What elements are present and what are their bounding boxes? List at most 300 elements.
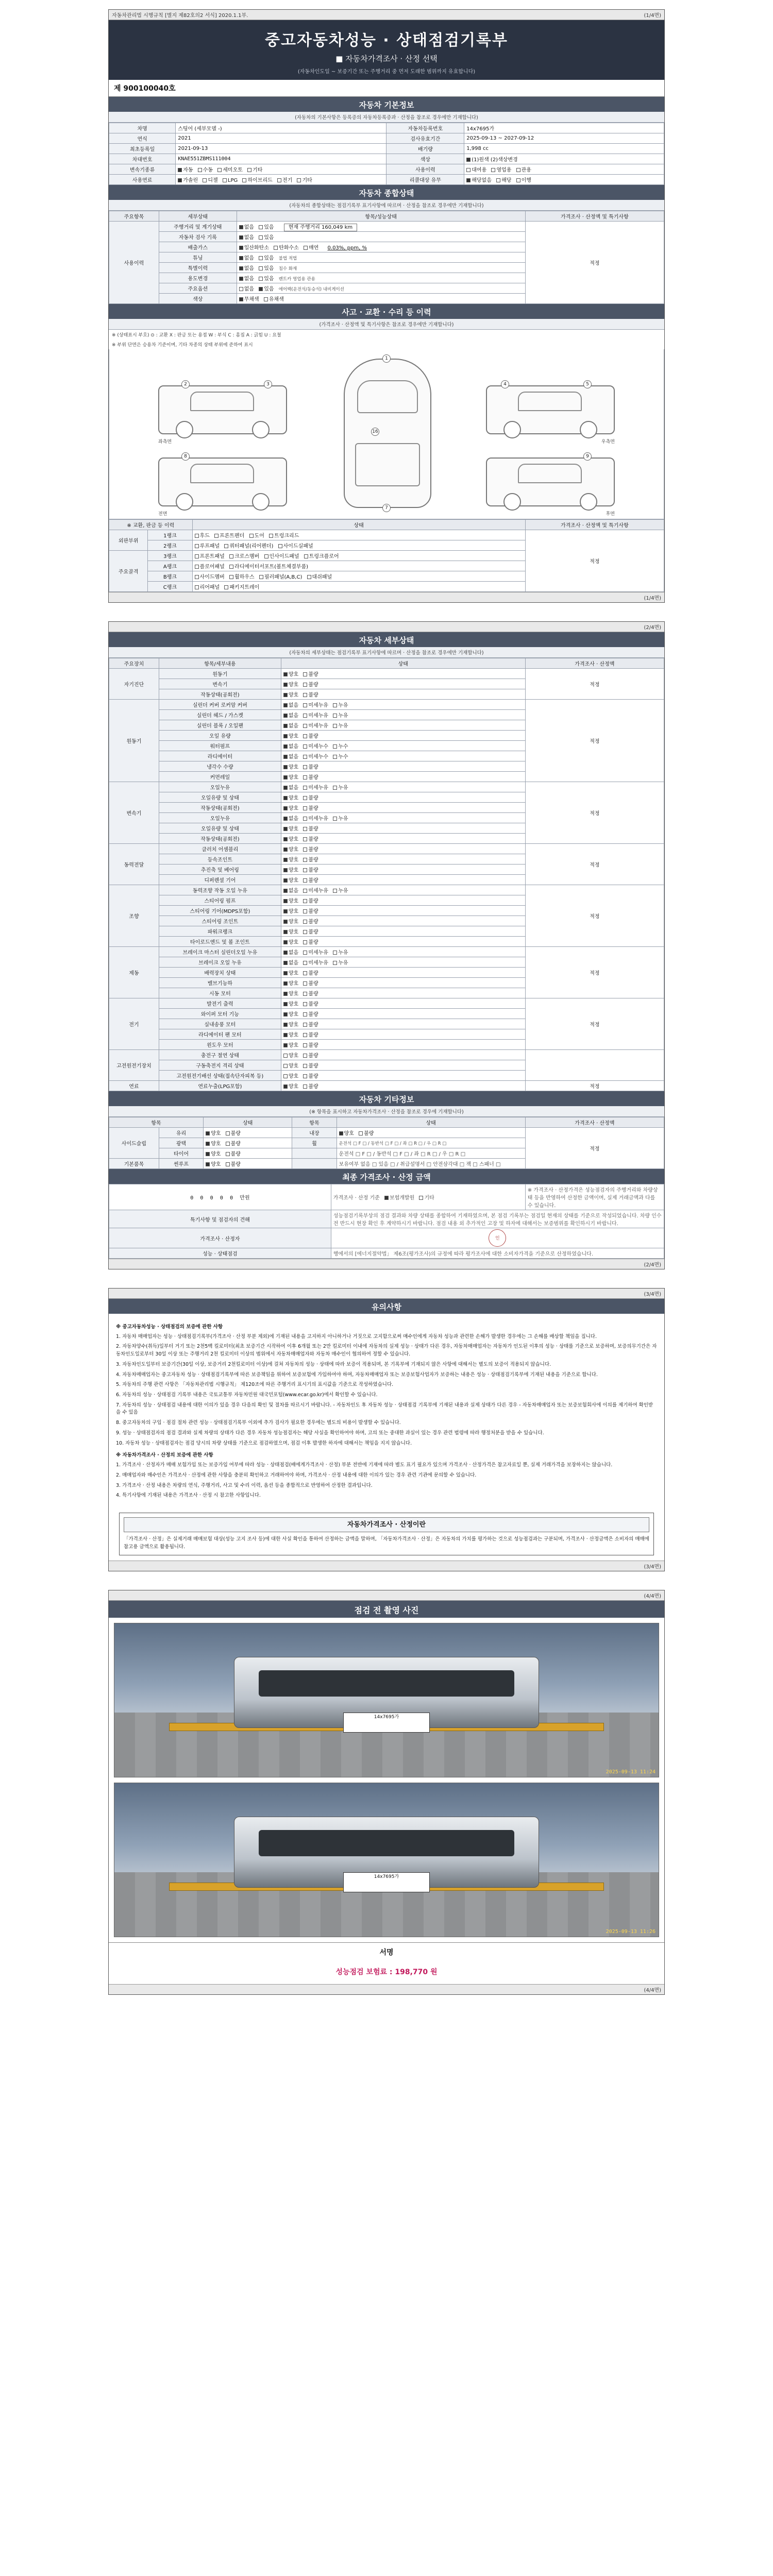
other-basic-items-label: [292, 1159, 337, 1169]
detail-5-3-bad[interactable]: 불량: [303, 979, 318, 987]
detail-2-0-o1[interactable]: 미세누유: [303, 783, 328, 791]
photos-title: 점검 전 촬영 사진: [109, 1601, 664, 1618]
diagram-point-8: 8: [181, 452, 190, 461]
detail-2-0-o2[interactable]: 누유: [333, 783, 348, 791]
detail-state-6-1: [281, 1009, 525, 1019]
table-row: [109, 844, 664, 854]
table-row: [109, 530, 664, 540]
diagram-point-9: 9: [583, 452, 592, 461]
price-unit: 만원: [240, 1195, 250, 1201]
document-number: 제 900100040호: [109, 80, 664, 97]
table-row: [109, 133, 664, 144]
detail-0-0-bad[interactable]: 불량: [303, 670, 318, 677]
other-state-polish: [204, 1138, 292, 1148]
detail-group-8: 연료: [109, 1081, 159, 1091]
other-col-0: 항목: [109, 1117, 204, 1128]
detail-5-1-o0[interactable]: 없음: [283, 958, 298, 966]
notice-item-0-0: 1. 자동차 매매업자는 성능 · 상태점검기록부(가격조사 · 산정 부분 제외)에 기재된 내용을 고지하지 아니하거나 거짓으로 고지함으로써 매수인에게 자동차 성능과 관련한 손해가 발생한 경우에는 그 손해를 배상할 책임을 집니다.: [116, 1333, 597, 1340]
overall-3-opt-1[interactable]: 있음: [259, 253, 274, 261]
part-2-3[interactable]: 트렁크플로어: [304, 552, 339, 560]
detail-group-0: 자기진단: [109, 669, 159, 700]
diagram-point-4: 4: [501, 380, 509, 388]
detail-1-4-o1[interactable]: 미세누수: [303, 742, 328, 750]
detail-2-1-bad[interactable]: 불량: [303, 793, 318, 801]
other-memo-value: 적정: [525, 1128, 664, 1169]
photo-2-timestamp: 2025-09-13 11:26: [606, 1928, 656, 1935]
detail-1-5-o0[interactable]: 없음: [283, 752, 298, 760]
definition-box-text: 「가격조사 · 산정」은 실제거래 매매보험 대상(성능 고지 조사 등)에 대한 사실 확인을 통하여 산정하는 금액을 말하며, 「자동차가격조사 · 산정」은 자동차의 가치를 평가하는 것으로 성능점검과는 구분되며, 가격조사 · 산정금액은 소비자의 매매에 참고용 금액으로 활용됩니다.: [124, 1536, 649, 1550]
detail-0-1-ok[interactable]: 양호: [283, 680, 298, 688]
notice-item-0-4: 5. 자동차의 주행 관련 사항은 「자동차관리법 시행규칙」 제120조에 따른 주행거리 표시기의 표시값을 기준으로 작성하였습니다.: [116, 1382, 394, 1388]
inspection-photo-1: [114, 1623, 659, 1777]
overall-col-2: 항목/성능상태: [237, 211, 525, 222]
overall-2-opt-0[interactable]: 일산화탄소: [239, 243, 269, 251]
detail-state-7-1: [281, 1060, 525, 1071]
detail-item-4-1: 스티어링 펌프: [159, 895, 281, 906]
page-title: 중고자동차성능 · 상태점검기록부: [264, 31, 508, 49]
detail-state-2-4: [281, 823, 525, 834]
recall-opt-0[interactable]: 해당없음: [466, 176, 492, 183]
overall-item-0: 주행거리 및 계기상태: [159, 222, 237, 232]
overall-6-opt-1[interactable]: 있음: [259, 284, 274, 292]
other-item-polish: 광택: [159, 1138, 203, 1148]
other-group-sideslip: 사이드슬립: [109, 1128, 159, 1159]
section-other-title: 자동차 기타정보: [109, 1091, 664, 1106]
usage-opt-1[interactable]: 영업용: [491, 165, 511, 173]
detail-6-1-bad[interactable]: 불량: [303, 1010, 318, 1018]
detail-4-2-ok[interactable]: 양호: [283, 907, 298, 914]
overall-item-2: 배출가스: [159, 242, 237, 252]
part-4-2[interactable]: 필러패널(A,B,C): [259, 572, 302, 580]
price-digit-3: 0: [220, 1195, 228, 1201]
detail-item-1-1: 실린더 헤드 / 가스켓: [159, 710, 281, 720]
vehicle-damage-diagram: [109, 349, 664, 519]
other-state-interior: [337, 1128, 525, 1138]
detail-5-0-o0[interactable]: 없음: [283, 948, 298, 956]
detail-5-2-ok[interactable]: 양호: [283, 969, 298, 976]
page-4-wrap: [0, 1581, 773, 2004]
other-interior-bad[interactable]: 불량: [359, 1129, 374, 1137]
diagram-label-rear: 후면: [606, 512, 615, 517]
detail-state-7-0: [281, 1050, 525, 1060]
fuel-opt-4[interactable]: 전기: [277, 176, 292, 183]
detail-state-8-0: [281, 1081, 525, 1091]
price-memo-row-1-label: 가격조사 · 산정자: [109, 1228, 331, 1248]
car-front-view-icon: [158, 457, 287, 506]
detail-0-2-bad[interactable]: 불량: [303, 690, 318, 698]
detail-2-2-bad[interactable]: 불량: [303, 804, 318, 811]
table-row: [109, 1210, 664, 1228]
overall-5-opt-1[interactable]: 있음: [259, 274, 274, 282]
notice-body: [109, 1314, 664, 1507]
detail-state-3-0: [281, 844, 525, 854]
detail-6-0-ok[interactable]: 양호: [283, 999, 298, 1007]
accident-rank-3: A랭크: [148, 561, 192, 571]
accident-parts-table: [109, 519, 664, 592]
part-0-0[interactable]: 후드: [195, 531, 210, 539]
detail-state-0-0: [281, 669, 525, 679]
notice-title: 유의사항: [109, 1299, 664, 1314]
basic-value-firstreg: 2021-09-13: [176, 144, 386, 154]
detail-2-2-ok[interactable]: 양호: [283, 804, 298, 811]
overall-6-opt-0[interactable]: 없음: [239, 284, 254, 292]
detail-2-4-ok[interactable]: 양호: [283, 824, 298, 832]
detail-1-1-o1[interactable]: 미세누유: [303, 711, 328, 719]
detail-item-3-3: 디퍼렌셜 기어: [159, 875, 281, 885]
detail-6-0-bad[interactable]: 불량: [303, 999, 318, 1007]
car-right-side-view-icon: [486, 385, 615, 434]
detail-6-2-ok[interactable]: 양호: [283, 1020, 298, 1028]
detail-4-1-bad[interactable]: 불량: [303, 896, 318, 904]
detail-7-1-ok[interactable]: 양호: [283, 1061, 298, 1069]
detail-state-5-4: [281, 988, 525, 998]
overall-4-opt-1[interactable]: 있음: [259, 264, 274, 272]
detail-item-6-4: 윈도우 모터: [159, 1040, 281, 1050]
transmission-opt-0[interactable]: 자동: [178, 165, 193, 173]
detail-1-1-o2[interactable]: 누유: [333, 711, 348, 719]
detail-4-4-bad[interactable]: 불량: [303, 927, 318, 935]
price-note: ※ 가격조사 · 산정가격은 성능점검자의 주행거리와 차량상태 등을 반영하여 산정한 금액이며, 실제 거래금액과 다를 수 있습니다.: [525, 1184, 664, 1210]
detail-7-0-ok[interactable]: 양호: [283, 1051, 298, 1059]
other-interior-ok[interactable]: 양호: [339, 1129, 354, 1137]
part-5-1[interactable]: 패키지트레이: [224, 583, 259, 590]
transmission-opt-3[interactable]: 기타: [247, 165, 262, 173]
detail-state-3-2: [281, 865, 525, 875]
detail-2-4-bad[interactable]: 불량: [303, 824, 318, 832]
detail-item-7-2: 고전원전기배선 상태(접속단자피복 등): [159, 1071, 281, 1081]
detail-5-0-o1[interactable]: 미세누유: [303, 948, 328, 956]
part-1-2[interactable]: 사이드실패널: [278, 541, 313, 549]
detail-4-5-ok[interactable]: 양호: [283, 938, 298, 945]
part-3-0[interactable]: 플로어패널: [195, 562, 225, 570]
table-row: [109, 222, 664, 232]
overall-emission-values: 0.03%, ppm, %: [327, 245, 367, 251]
detail-state-1-3: [281, 731, 525, 741]
accident-parts-title: ※ 교환, 판금 등 이력: [109, 520, 193, 530]
detail-4-2-bad[interactable]: 불량: [303, 907, 318, 914]
fuel-opt-3[interactable]: 하이브리드: [242, 176, 272, 183]
detail-6-4-ok[interactable]: 양호: [283, 1041, 298, 1048]
detail-1-7-bad[interactable]: 불량: [303, 773, 318, 781]
detail-1-6-bad[interactable]: 불량: [303, 762, 318, 770]
detail-state-5-2: [281, 968, 525, 978]
part-3-1[interactable]: 라디에이터서포트(볼트체결부품): [229, 562, 308, 570]
overall-4-detail: 침수 화재: [278, 266, 297, 272]
part-1-1[interactable]: 쿼터패널(리어펜더): [224, 541, 273, 549]
detail-8-0-ok[interactable]: 양호: [283, 1082, 298, 1090]
recall-opt-2[interactable]: 이행: [516, 176, 531, 183]
detail-1-0-o0[interactable]: 없음: [283, 701, 298, 708]
detail-1-2-o1[interactable]: 미세누유: [303, 721, 328, 729]
overall-0-opt-1[interactable]: 있음: [259, 223, 274, 230]
other-sunroof-bad[interactable]: 불량: [226, 1160, 241, 1167]
price-basis-opt-0[interactable]: 보험개발원: [384, 1193, 414, 1201]
basic-label-inspection: 검사유효기간: [386, 133, 464, 144]
basic-value-usage: [464, 164, 664, 175]
detail-6-3-bad[interactable]: 불량: [303, 1030, 318, 1038]
detail-5-1-o2[interactable]: 누유: [333, 958, 348, 966]
table-header-row: [109, 211, 664, 222]
usage-opt-2[interactable]: 관용: [516, 165, 531, 173]
sheet-page-4: [108, 1590, 665, 1995]
detail-item-2-5: 작동상태(공회전): [159, 834, 281, 844]
detail-1-4-o2[interactable]: 누수: [333, 742, 348, 750]
detail-item-7-0: 충전구 절연 상태: [159, 1050, 281, 1060]
part-0-1[interactable]: 프론트펜더: [214, 531, 244, 539]
usage-opt-0[interactable]: 대여용: [466, 165, 486, 173]
part-2-1[interactable]: 크로스멤버: [229, 552, 259, 560]
detail-1-3-ok[interactable]: 양호: [283, 732, 298, 739]
overall-state-1: [237, 232, 525, 242]
part-4-3[interactable]: 대쉬패널: [307, 572, 332, 580]
price-basis-note: 행에서의 [에너지절약법」 제6조(평가조사)의 규정에 따라 평가조사에 대한 소비자가격을 기준으로 산정하였습니다.: [331, 1248, 664, 1259]
detail-6-4-bad[interactable]: 불량: [303, 1041, 318, 1048]
other-tire-bad[interactable]: 불량: [226, 1149, 241, 1157]
detail-5-3-ok[interactable]: 양호: [283, 979, 298, 987]
detail-0-1-bad[interactable]: 불량: [303, 680, 318, 688]
detail-group-7: 고전원전기장치: [109, 1050, 159, 1081]
detail-7-2-ok[interactable]: 양호: [283, 1072, 298, 1079]
overall-0-opt-0[interactable]: 없음: [239, 223, 254, 230]
price-memo-0: 성능점검기록부상의 점검 결과와 차량 상태를 종합하여 기재하였으며, 본 점검 기록부는 점검일 현재의 상태를 기준으로 작성되었습니다. 차량 인수 전 반드시 현장 확인 후 계약하시기 바랍니다. 점검 내용 외 추가적인 고장 및 하자에 대해서는 보증범위를 확인하시기 바랍니다.: [331, 1210, 664, 1228]
detail-3-0-ok[interactable]: 양호: [283, 845, 298, 853]
detail-item-0-0: 원동기: [159, 669, 281, 679]
detail-state-6-3: [281, 1029, 525, 1040]
detail-item-0-1: 변속기: [159, 679, 281, 689]
other-glass-ok[interactable]: 양호: [206, 1129, 221, 1137]
detail-4-1-ok[interactable]: 양호: [283, 896, 298, 904]
detail-1-2-o2[interactable]: 누유: [333, 721, 348, 729]
other-glass-bad[interactable]: 불량: [226, 1129, 241, 1137]
basic-label-recall: 리콜대상 유무: [386, 175, 464, 185]
detail-item-6-2: 실내송풍 모터: [159, 1019, 281, 1029]
detail-0-0-ok[interactable]: 양호: [283, 670, 298, 677]
overall-4-opt-0[interactable]: 없음: [239, 264, 254, 272]
table-row: [109, 700, 664, 710]
detail-state-1-5: [281, 751, 525, 761]
detail-3-2-bad[interactable]: 불량: [303, 866, 318, 873]
inspection-fee: 성능점검 보험료 : 198,770 원: [335, 1968, 438, 1976]
inspection-photo-2: [114, 1783, 659, 1937]
detail-0-2-ok[interactable]: 양호: [283, 690, 298, 698]
part-2-0[interactable]: 프론트패널: [195, 552, 225, 560]
page-4-topbar: [109, 1590, 664, 1601]
detail-1-5-o1[interactable]: 미세누수: [303, 752, 328, 760]
price-basis-opt-1[interactable]: 기타: [419, 1193, 434, 1201]
car-rear-view-icon: [486, 457, 615, 506]
detail-3-2-ok[interactable]: 양호: [283, 866, 298, 873]
page-3-footer: (3/4면): [109, 1561, 664, 1571]
price-basis-label: 가격조사 · 산정 기준: [333, 1195, 380, 1201]
detail-memo-7: [525, 1050, 664, 1081]
detail-2-1-ok[interactable]: 양호: [283, 793, 298, 801]
basic-label-usage: 사용이력: [386, 164, 464, 175]
detail-1-3-bad[interactable]: 불량: [303, 732, 318, 739]
transmission-opt-1[interactable]: 수동: [198, 165, 213, 173]
part-2-2[interactable]: 인사이드패널: [264, 552, 299, 560]
transmission-opt-2[interactable]: 세미오토: [217, 165, 243, 173]
detail-item-4-3: 스티어링 조인트: [159, 916, 281, 926]
notice-section-1-heading: ※ 자동차가격조사 · 산정의 보증에 관한 사항: [116, 1452, 213, 1459]
detail-3-1-bad[interactable]: 불량: [303, 855, 318, 863]
detail-5-0-o2[interactable]: 누유: [333, 948, 348, 956]
detail-4-0-o2[interactable]: 누유: [333, 886, 348, 894]
detail-4-3-bad[interactable]: 불량: [303, 917, 318, 925]
detail-state-4-4: [281, 926, 525, 937]
other-tire-ok[interactable]: 양호: [206, 1149, 221, 1157]
detail-2-5-bad[interactable]: 불량: [303, 835, 318, 842]
car-left-side-view-icon: [158, 385, 287, 434]
part-4-1[interactable]: 휠하우스: [229, 572, 255, 580]
detail-state-1-7: [281, 772, 525, 782]
overall-2-opt-2[interactable]: 매연: [304, 243, 318, 251]
notice-item-0-8: 9. 성능 · 상태점검자의 점검 결과와 실제 차량의 상태가 다른 경우 자동차 성능점검자는 해당 사실을 확인하여야 하며, 고의 또는 중대한 과실이 있는 경우 관련 법령에 따라 행정처분을 받을 수 있습니다.: [116, 1430, 544, 1436]
diagram-label-front: 전면: [158, 512, 167, 517]
part-0-2[interactable]: 도어: [249, 531, 264, 539]
detail-2-3-o1[interactable]: 미세누유: [303, 814, 328, 822]
document-title-block: [109, 20, 664, 80]
detail-2-0-o0[interactable]: 없음: [283, 783, 298, 791]
detail-1-4-o0[interactable]: 없음: [283, 742, 298, 750]
detail-2-3-o2[interactable]: 누유: [333, 814, 348, 822]
overall-item-7: 색상: [159, 294, 237, 304]
detail-item-5-2: 배력장치 상태: [159, 968, 281, 978]
notice-item-0-9: 10. 자동차 성능 · 상태점검자는 점검 당시의 차량 상태를 기준으로 점검하였으며, 점검 이후 발생한 하자에 대해서는 책임을 지지 않습니다.: [116, 1440, 412, 1446]
detail-6-1-ok[interactable]: 양호: [283, 1010, 298, 1018]
detail-4-0-o1[interactable]: 미세누유: [303, 886, 328, 894]
detail-2-5-ok[interactable]: 양호: [283, 835, 298, 842]
detail-state-1-6: [281, 761, 525, 772]
overall-5-opt-0[interactable]: 없음: [239, 274, 254, 282]
detail-1-6-ok[interactable]: 양호: [283, 762, 298, 770]
detail-3-1-ok[interactable]: 양호: [283, 855, 298, 863]
detail-col-3: 가격조사 · 산정액: [525, 658, 664, 669]
detail-state-1-2: [281, 720, 525, 731]
diagram-point-16: 16: [371, 428, 379, 436]
detail-state-6-0: [281, 998, 525, 1009]
price-digit-2: 0: [210, 1195, 219, 1201]
table-row: [109, 885, 664, 895]
detail-item-0-2: 작동상태(공회전): [159, 689, 281, 700]
detail-state-1-0: [281, 700, 525, 710]
detail-5-4-ok[interactable]: 양호: [283, 989, 298, 997]
accident-parts-col-state: 상태: [192, 520, 525, 530]
part-4-0[interactable]: 사이드멤버: [195, 572, 225, 580]
detail-5-1-o1[interactable]: 미세누유: [303, 958, 328, 966]
detail-3-0-bad[interactable]: 불량: [303, 845, 318, 853]
fuel-opt-1[interactable]: 디젤: [203, 176, 217, 183]
price-digits: [109, 1184, 331, 1210]
other-item-tire-detail-label: [292, 1148, 337, 1159]
detail-8-0-bad[interactable]: 불량: [303, 1082, 318, 1090]
fuel-opt-5[interactable]: 기타: [297, 176, 312, 183]
detail-1-0-o2[interactable]: 누유: [333, 701, 348, 708]
detail-6-3-ok[interactable]: 양호: [283, 1030, 298, 1038]
recall-opt-1[interactable]: 해당: [496, 176, 511, 183]
detail-1-7-ok[interactable]: 양호: [283, 773, 298, 781]
other-group-basic: 기본품목: [109, 1159, 159, 1169]
overall-3-opt-0[interactable]: 없음: [239, 253, 254, 261]
overall-state-table: [109, 211, 664, 304]
detail-state-5-3: [281, 978, 525, 988]
overall-7-opt-0[interactable]: 무채색: [239, 295, 259, 302]
detail-1-0-o1[interactable]: 미세누유: [303, 701, 328, 708]
color-note: (1)원색 (2)색상변경: [472, 157, 518, 163]
other-polish-bad[interactable]: 불량: [226, 1139, 241, 1147]
other-col-2: 항목: [292, 1117, 337, 1128]
part-5-0[interactable]: 리어패널: [195, 583, 220, 590]
other-sunroof-ok[interactable]: 양호: [206, 1160, 221, 1167]
detail-memo-3: 적정: [525, 844, 664, 885]
detail-1-2-o0[interactable]: 없음: [283, 721, 298, 729]
sheet-page-2: [108, 621, 665, 1269]
detail-4-0-o0[interactable]: 없음: [283, 886, 298, 894]
table-row: [109, 164, 664, 175]
accident-rank-4-items: [192, 571, 525, 582]
basic-value-transmission: [176, 164, 386, 175]
detail-7-2-bad[interactable]: 불량: [303, 1072, 318, 1079]
detail-7-1-bad[interactable]: 불량: [303, 1061, 318, 1069]
color-opt-0[interactable]: [466, 155, 517, 163]
document-title-note: (자동차인도일 ~ 보증기간 또는 주행거리 중 먼저 도래한 범위까지 유효합니다): [297, 69, 476, 75]
basic-label-plate: 자동차등록번호: [386, 123, 464, 133]
accident-memo-value: 적정: [525, 530, 664, 592]
other-basic-items: 보유여부 없음 □ 있음 □ / 취급설명서 □ 안전삼각대 □ 잭 □ 스패너 □: [337, 1159, 525, 1169]
part-1-0[interactable]: 루프패널: [195, 541, 220, 549]
page-1-wrap: [0, 0, 773, 612]
basic-value-fuel: [176, 175, 386, 185]
detail-4-3-ok[interactable]: 양호: [283, 917, 298, 925]
detail-2-3-o0[interactable]: 없음: [283, 814, 298, 822]
overall-2-opt-1[interactable]: 탄화수소: [274, 243, 299, 251]
detail-1-1-o0[interactable]: 없음: [283, 711, 298, 719]
detail-3-3-ok[interactable]: 양호: [283, 876, 298, 884]
detail-state-4-1: [281, 895, 525, 906]
detail-group-6: 전기: [109, 998, 159, 1050]
other-polish-ok[interactable]: 양호: [206, 1139, 221, 1147]
detail-state-6-2: [281, 1019, 525, 1029]
table-header-row: [109, 520, 664, 530]
page-2-number: (2/4면): [644, 625, 661, 631]
fuel-opt-0[interactable]: 가솔린: [178, 176, 198, 183]
overall-1-opt-1[interactable]: 있음: [259, 233, 274, 241]
detail-5-2-bad[interactable]: 불량: [303, 969, 318, 976]
detail-4-5-bad[interactable]: 불량: [303, 938, 318, 945]
basic-value-recall: [464, 175, 664, 185]
detail-memo-0: 적정: [525, 669, 664, 700]
notice-item-1-0: 1. 가격조사 · 산정자가 매매 보험가입 또는 보증가입 여부에 따라 성능 · 상태점검(배에게가격조사 · 산정) 부분 전반에 기재에 따라 별도 표기 필요가 있으며 가격조사 · 산정가격은 참고자료일 뿐, 실제 거래가격을 보장하지는 않습니다.: [116, 1462, 613, 1468]
detail-6-2-bad[interactable]: 불량: [303, 1020, 318, 1028]
detail-5-4-bad[interactable]: 불량: [303, 989, 318, 997]
detail-3-3-bad[interactable]: 불량: [303, 876, 318, 884]
overall-7-opt-1[interactable]: 유채색: [264, 295, 284, 302]
detail-7-0-bad[interactable]: 불량: [303, 1051, 318, 1059]
detail-item-2-4: 오일유량 및 상태: [159, 823, 281, 834]
detail-col-1: 항목/세부내용: [159, 658, 281, 669]
page-3-number: (3/4면): [644, 1292, 661, 1297]
overall-1-opt-0[interactable]: 없음: [239, 233, 254, 241]
detail-item-2-3: 오일누유: [159, 813, 281, 823]
detail-item-7-1: 구동축전지 격리 상태: [159, 1060, 281, 1071]
detail-4-4-ok[interactable]: 양호: [283, 927, 298, 935]
detail-group-2: 변속기: [109, 782, 159, 844]
detail-item-4-0: 동력조향 작동 오일 누유: [159, 885, 281, 895]
part-0-3[interactable]: 트렁크리드: [269, 531, 299, 539]
fuel-opt-2[interactable]: LPG: [223, 178, 238, 183]
detail-group-3: 동력전달: [109, 844, 159, 885]
detail-1-5-o2[interactable]: 누수: [333, 752, 348, 760]
other-item-glass: 유리: [159, 1128, 203, 1138]
